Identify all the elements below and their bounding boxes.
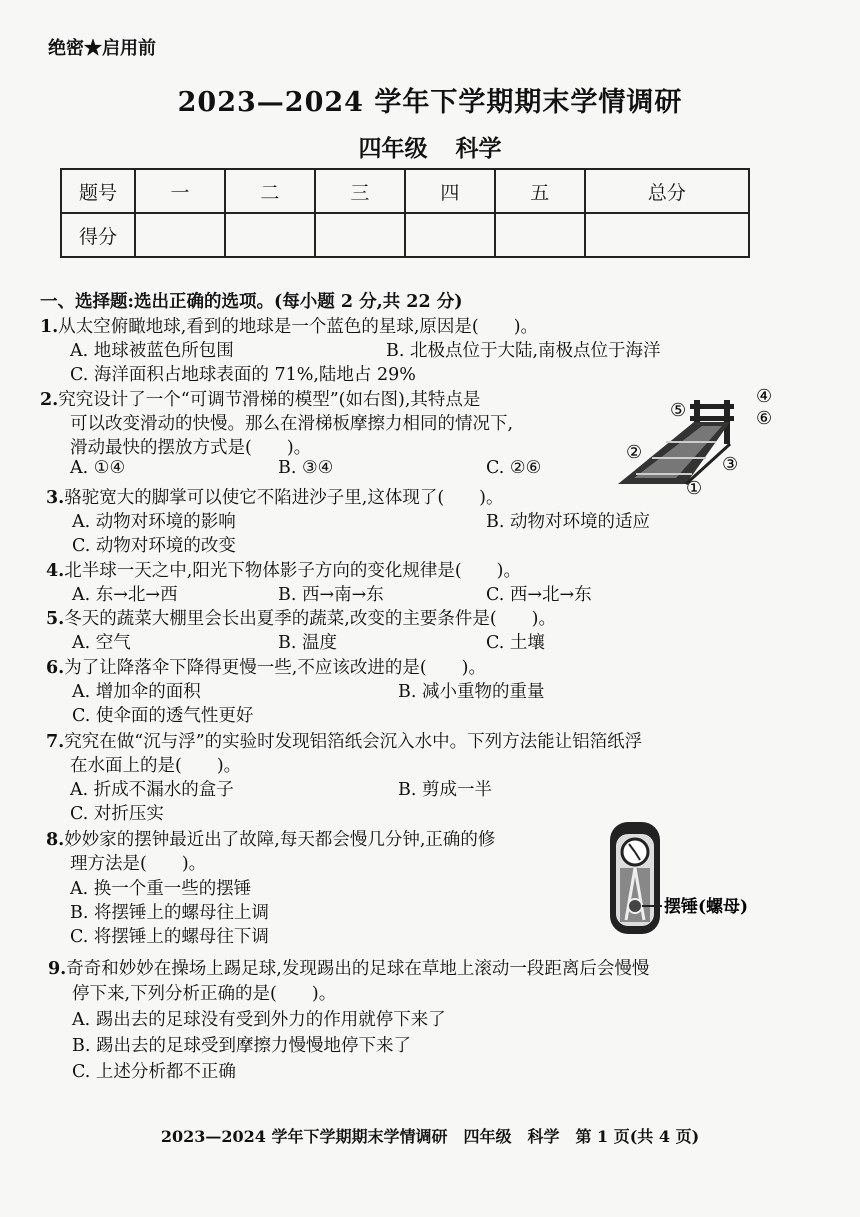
question-2-option-c: C. ②⑥ <box>486 458 542 478</box>
question-text: 究究在做“沉与浮”的实验时发现铝箔纸会沉入水中。下列方法能让铝箔纸浮 <box>64 732 643 752</box>
question-7-stem-line: 在水面上的是( )。 <box>70 756 242 776</box>
question-text: 究究设计了一个“可调节滑梯的模型”(如右图),其特点是 <box>58 390 481 410</box>
section-heading: 一、选择题:选出正确的选项。(每小题 2 分,共 22 分) <box>40 292 463 312</box>
question-4-stem <box>46 557 521 582</box>
pendulum-clock-figure <box>604 820 774 940</box>
question-text: 骆驼宽大的脚掌可以使它不陷进沙子里,这体现了( )。 <box>64 488 504 508</box>
question-number: 3. <box>46 488 65 508</box>
question-number: 9. <box>48 959 67 979</box>
question-7-option-a: A. 折成不漏水的盒子 <box>70 780 234 800</box>
page-footer: 2023—2024 学年下学期期末学情调研 四年级 科学 第 1 页(共 4 页) <box>160 1127 700 1146</box>
question-6-option-c: C. 使伞面的透气性更好 <box>72 706 254 726</box>
question-9-stem <box>48 955 649 980</box>
subject-label: 科学 <box>455 135 502 162</box>
question-text: 冬天的蔬菜大棚里会长出夏季的蔬菜,改变的主要条件是( )。 <box>64 609 556 629</box>
question-2-stem <box>40 386 480 411</box>
score-input-cell[interactable] <box>495 213 585 257</box>
question-8-option-a: A. 换一个重一些的摆锤 <box>70 879 252 899</box>
question-text: 从太空俯瞰地球,看到的地球是一个蓝色的星球,原因是( )。 <box>58 317 539 337</box>
score-table <box>60 168 750 258</box>
question-number: 1. <box>40 317 59 337</box>
question-4-option-a: A. 东→北→西 <box>72 585 178 605</box>
question-number: 8. <box>46 830 65 850</box>
question-3-stem <box>46 484 504 509</box>
slide-label: ③ <box>722 454 739 475</box>
question-2-option-a: A. ①④ <box>70 458 126 478</box>
question-9-option-a: A. 踢出去的足球没有受到外力的作用就停下来了 <box>72 1010 446 1030</box>
question-6-option-b: B. 减小重物的重量 <box>398 682 545 702</box>
question-4-option-c: C. 西→北→东 <box>486 585 592 605</box>
score-table-header-row <box>61 169 749 213</box>
exam-title: 2023—2024 学年下学期期末学情调研 <box>177 87 683 118</box>
score-cell: 二 <box>225 169 315 213</box>
score-input-cell[interactable] <box>225 213 315 257</box>
question-8-option-b: B. 将摆锤上的螺母往上调 <box>70 903 269 923</box>
question-2-stem-line: 滑动最快的摆放方式是( )。 <box>70 438 312 458</box>
question-2-stem-line: 可以改变滑动的快慢。那么在滑梯板摩擦力相同的情况下, <box>70 414 514 434</box>
grade-label: 四年级 <box>358 135 428 162</box>
question-number: 4. <box>46 561 65 581</box>
slide-label: ⑥ <box>756 408 773 429</box>
score-cell: 得分 <box>61 213 135 257</box>
question-8-option-c: C. 将摆锤上的螺母往下调 <box>70 927 269 947</box>
slide-model-figure <box>606 382 776 497</box>
score-input-cell[interactable] <box>315 213 405 257</box>
score-cell: 一 <box>135 169 225 213</box>
question-number: 2. <box>40 390 59 410</box>
question-6-stem <box>46 654 486 679</box>
question-number: 6. <box>46 658 65 678</box>
question-9-option-b: B. 踢出去的足球受到摩擦力慢慢地停下来了 <box>72 1036 411 1056</box>
question-text: 为了让降落伞下降得更慢一些,不应该改进的是( )。 <box>64 658 486 678</box>
question-3-option-a: A. 动物对环境的影响 <box>72 512 236 532</box>
question-5-option-c: C. 土壤 <box>486 633 545 653</box>
slide-label: ④ <box>756 386 773 407</box>
question-1-stem <box>40 313 538 338</box>
question-1-option-b: B. 北极点位于大陆,南极点位于海洋 <box>386 341 661 361</box>
score-input-cell[interactable] <box>135 213 225 257</box>
question-9-stem-line: 停下来,下列分析正确的是( )。 <box>72 984 337 1004</box>
pendulum-label: 摆锤(螺母) <box>664 897 749 917</box>
score-input-cell[interactable] <box>405 213 495 257</box>
slide-label: ② <box>626 442 643 463</box>
score-cell: 五 <box>495 169 585 213</box>
question-4-option-b: B. 西→南→东 <box>278 585 384 605</box>
question-8-stem <box>46 826 495 851</box>
question-2-option-b: B. ③④ <box>278 458 334 478</box>
score-table-score-row <box>61 213 749 257</box>
secret-mark: 绝密★启用前 <box>48 38 156 59</box>
question-text: 妙妙家的摆钟最近出了故障,每天都会慢几分钟,正确的修 <box>64 830 496 850</box>
question-5-option-b: B. 温度 <box>278 633 337 653</box>
question-number: 7. <box>46 732 65 752</box>
score-cell: 四 <box>405 169 495 213</box>
slide-label: ⑤ <box>670 400 687 421</box>
question-3-option-c: C. 动物对环境的改变 <box>72 536 236 556</box>
question-text: 北半球一天之中,阳光下物体影子方向的变化规律是( )。 <box>64 561 521 581</box>
question-9-option-c: C. 上述分析都不正确 <box>72 1062 236 1082</box>
question-5-stem <box>46 605 556 630</box>
slide-label: ① <box>686 478 703 497</box>
question-7-option-c: C. 对折压实 <box>70 804 164 824</box>
score-cell: 三 <box>315 169 405 213</box>
question-7-stem <box>46 728 642 753</box>
exam-subtitle <box>0 130 860 163</box>
question-1-option-a: A. 地球被蓝色所包围 <box>70 341 234 361</box>
score-input-cell[interactable] <box>585 213 749 257</box>
question-3-option-b: B. 动物对环境的适应 <box>486 512 650 532</box>
question-text: 奇奇和妙妙在操场上踢足球,发现踢出的足球在草地上滚动一段距离后会慢慢 <box>66 959 650 979</box>
score-cell: 题号 <box>61 169 135 213</box>
question-6-option-a: A. 增加伞的面积 <box>72 682 201 702</box>
score-cell: 总分 <box>585 169 749 213</box>
question-number: 5. <box>46 609 65 629</box>
question-7-option-b: B. 剪成一半 <box>398 780 492 800</box>
question-5-option-a: A. 空气 <box>72 633 131 653</box>
question-1-option-c: C. 海洋面积占地球表面的 71%,陆地占 29% <box>70 365 416 385</box>
question-8-stem-line: 理方法是( )。 <box>70 854 207 874</box>
